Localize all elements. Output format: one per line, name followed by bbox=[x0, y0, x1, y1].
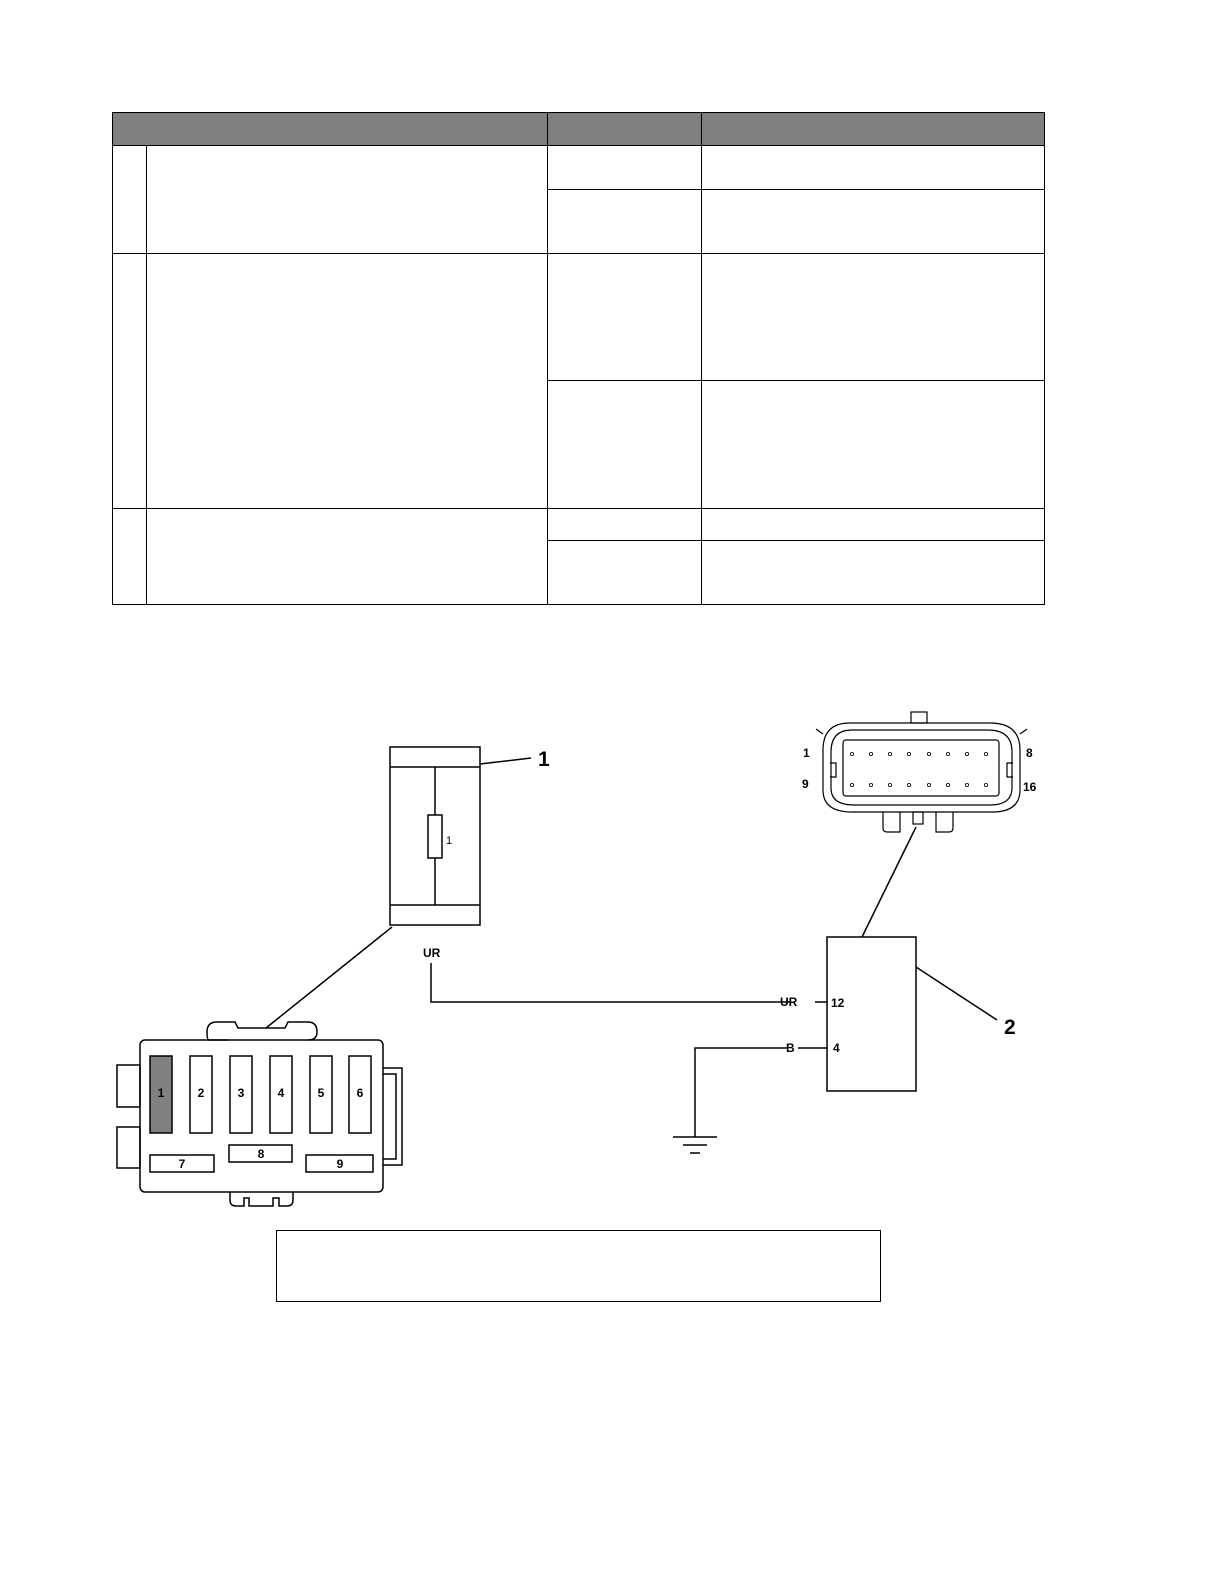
connector-16-pin bbox=[816, 712, 1027, 832]
fuse-component bbox=[390, 747, 480, 925]
ground-icon bbox=[673, 1137, 717, 1153]
cavity-label: 8 bbox=[257, 1147, 265, 1161]
module-pin-12: 12 bbox=[831, 996, 845, 1010]
module-pin-4: 4 bbox=[833, 1041, 840, 1055]
connector-leader bbox=[862, 827, 916, 937]
cavity-label: 2 bbox=[197, 1086, 205, 1100]
wire-label-b: B bbox=[786, 1041, 795, 1055]
callout-1: 1 bbox=[538, 748, 550, 771]
cavity-label: 4 bbox=[277, 1086, 285, 1100]
wire-label-ur-fuse: UR bbox=[423, 946, 441, 960]
connector-pin-label-16: 16 bbox=[1023, 780, 1037, 794]
callout-2: 2 bbox=[1004, 1016, 1016, 1039]
connector-pin-label-1: 1 bbox=[803, 746, 810, 760]
cavity-label: 1 bbox=[157, 1086, 165, 1100]
wire-b bbox=[695, 1048, 787, 1137]
cavity-label: 7 bbox=[178, 1157, 186, 1171]
cavity-label: 9 bbox=[336, 1157, 344, 1171]
cavity-label: 3 bbox=[237, 1086, 245, 1100]
connector-pin-label-9: 9 bbox=[802, 777, 809, 791]
figure-caption-box bbox=[276, 1230, 881, 1302]
fuse-box-leader bbox=[266, 927, 392, 1028]
callout-1-leader bbox=[480, 758, 531, 764]
cavity-label: 5 bbox=[317, 1086, 325, 1100]
connector-pins bbox=[850, 752, 987, 786]
wire-ur bbox=[431, 963, 790, 1002]
callout-2-leader bbox=[916, 967, 997, 1020]
connector-pin-label-8: 8 bbox=[1026, 746, 1033, 760]
cavity-label: 6 bbox=[356, 1086, 364, 1100]
fuse-label: 1 bbox=[446, 835, 453, 847]
wire-label-ur-module: UR bbox=[780, 995, 798, 1009]
module-component bbox=[827, 937, 916, 1091]
